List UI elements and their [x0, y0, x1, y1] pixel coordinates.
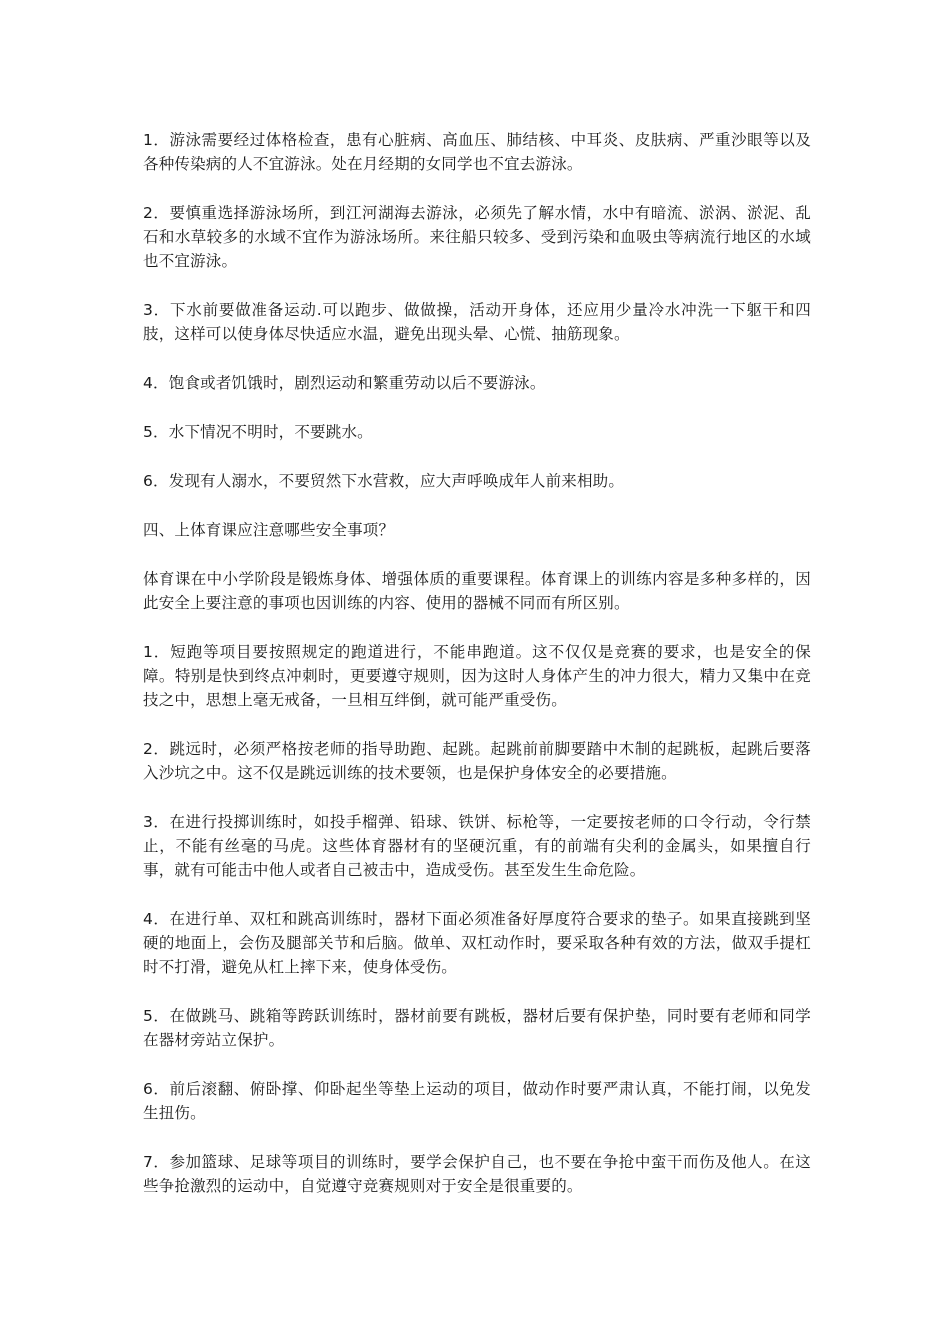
paragraph-pe-5: 5．在做跳马、跳箱等跨跃训练时，器材前要有跳板，器材后要有保护垫，同时要有老师和同学在器材旁站立保护。	[143, 1007, 811, 1049]
paragraph-swim-5: 5．水下情况不明时，不要跳水。	[143, 423, 373, 441]
paragraph-pe-intro: 体育课在中小学阶段是锻炼身体、增强体质的重要课程。体育课上的训练内容是多种多样的，因此安全上要注意的事项也因训练的内容、使用的器械不同而有所区别。	[143, 570, 811, 612]
paragraph-swim-3: 3．下水前要做准备运动.可以跑步、做做操，活动开身体，还应用少量冷水冲洗一下躯干和四肢，这样可以使身体尽快适应水温，避免出现头晕、心慌、抽筋现象。	[143, 301, 811, 343]
paragraph-swim-1: 1．游泳需要经过体格检查，患有心脏病、高血压、肺结核、中耳炎、皮肤病、严重沙眼等以及各种传染病的人不宜游泳。处在月经期的女同学也不宜去游泳。	[143, 131, 811, 173]
paragraph-swim-6: 6．发现有人溺水，不要贸然下水营救，应大声呼唤成年人前来相助。	[143, 472, 625, 490]
paragraph-pe-4: 4．在进行单、双杠和跳高训练时，器材下面必须准备好厚度符合要求的垫子。如果直接跳到坚硬的地面上，会伤及腿部关节和后脑。做单、双杠动作时，要采取各种有效的方法，做双手提杠时不打滑，避免从杠上摔下来，使身体受伤。	[143, 910, 811, 976]
paragraph-pe-6: 6．前后滚翻、俯卧撑、仰卧起坐等垫上运动的项目，做动作时要严肃认真，不能打闹，以免发生扭伤。	[143, 1080, 811, 1122]
paragraph-pe-3: 3．在进行投掷训练时，如投手榴弹、铅球、铁饼、标枪等，一定要按老师的口令行动，令行禁止，不能有丝毫的马虎。这些体育器材有的坚硬沉重，有的前端有尖利的金属头，如果擅自行事，就有可能击中他人或者自己被击中，造成受伤。甚至发生生命危险。	[143, 813, 811, 879]
paragraph-pe-7: 7．参加篮球、足球等项目的训练时，要学会保护自己，也不要在争抢中蛮干而伤及他人。在这些争抢激烈的运动中，自觉遵守竞赛规则对于安全是很重要的。	[143, 1153, 811, 1195]
section-heading: 四、上体育课应注意哪些安全事项？	[143, 521, 395, 539]
paragraph-swim-4: 4．饱食或者饥饿时，剧烈运动和繁重劳动以后不要游泳。	[143, 374, 546, 392]
paragraph-pe-1: 1．短跑等项目要按照规定的跑道进行，不能串跑道。这不仅仅是竞赛的要求，也是安全的保障。特别是快到终点冲刺时，更要遵守规则，因为这时人身体产生的冲力很大，精力又集中在竞技之中，思想上毫无戒备，一旦相互绊倒，就可能严重受伤。	[143, 643, 811, 709]
paragraph-swim-2: 2．要慎重选择游泳场所，到江河湖海去游泳，必须先了解水情，水中有暗流、淤涡、淤泥、乱石和水草较多的水域不宜作为游泳场所。来往船只较多、受到污染和血吸虫等病流行地区的水域也不宜游泳。	[143, 204, 811, 270]
paragraph-pe-2: 2．跳远时，必须严格按老师的指导助跑、起跳。起跳前前脚要踏中木制的起跳板，起跳后要落入沙坑之中。这不仅是跳远训练的技术要领，也是保护身体安全的必要措施。	[143, 740, 811, 782]
document-body	[143, 128, 811, 1223]
